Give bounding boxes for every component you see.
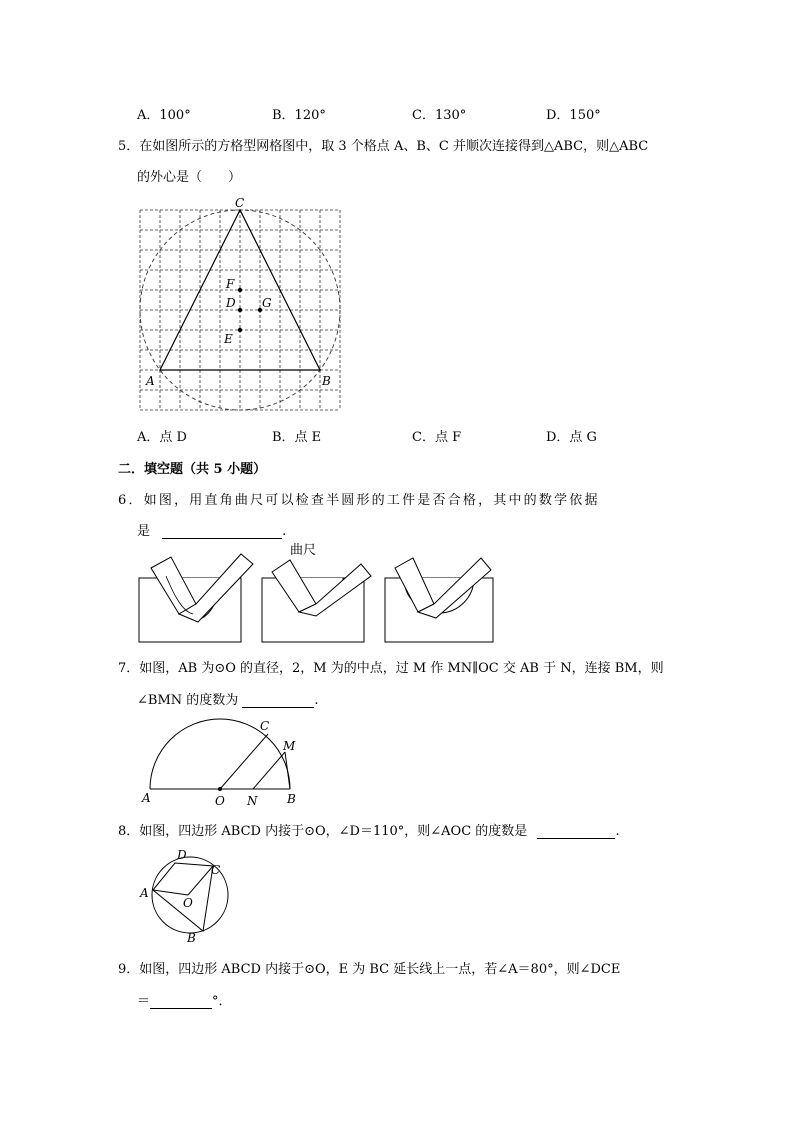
q5-question-line2: 的外心是（ ）: [137, 170, 242, 185]
label-b: B: [287, 792, 296, 806]
label-d: D: [177, 848, 187, 862]
center-o: [218, 787, 222, 791]
q8-prefix: 8．如图，四边形 ABCD 内接于⊙O，∠D＝110°，则∠AOC 的度数是: [118, 824, 528, 839]
q9-question-line1: 9．如图，四边形 ABCD 内接于⊙O，E 为 BC 延长线上一点，若∠A＝80°，则∠DCE: [118, 962, 621, 977]
q5-grid-figure: [130, 195, 350, 415]
q7-question-line1: 7．如图，AB 为⊙O 的直径，2，M 为的中点，过 M 作 MN∥OC 交 AB 于 N，连接 BM，则: [118, 661, 664, 676]
label-c: C: [211, 863, 221, 877]
section-title: 二．填空题（共 5 小题）: [118, 462, 267, 477]
q5-option-a: A．点 D: [137, 430, 187, 445]
label-g: G: [262, 296, 272, 310]
label-a: A: [146, 374, 155, 388]
q7-semicircle-figure: [138, 712, 308, 808]
label-c: C: [235, 196, 245, 210]
q4-option-a: A．100°: [137, 108, 191, 123]
q7-suffix: .: [314, 693, 319, 708]
label-c: C: [260, 719, 270, 733]
point-d: [238, 308, 242, 312]
segment-mn: [253, 752, 285, 789]
label-f: F: [226, 277, 235, 291]
q4-option-b: B．120°: [272, 108, 326, 123]
label-o: O: [215, 794, 225, 808]
label-m: M: [283, 739, 296, 753]
ruler-label: 曲尺: [290, 543, 317, 558]
label-n: N: [247, 794, 258, 808]
segment-bm: [285, 752, 290, 789]
q6-question-line2: [137, 520, 286, 539]
label-d: D: [226, 296, 236, 310]
q6-suffix: .: [282, 524, 287, 539]
panel-2: [262, 543, 371, 642]
q8-answer-blank[interactable]: [537, 824, 615, 839]
q4-option-c: C．130°: [412, 108, 467, 123]
q5-question-line1: 5．在如图所示的方格型网格图中，取 3 个格点 A、B、C 并顺次连接得到△ABC，则△ABC: [118, 139, 649, 154]
q9-answer-blank[interactable]: [150, 994, 212, 1009]
point-e: [238, 328, 242, 332]
q7-answer-blank[interactable]: [242, 693, 314, 708]
q8-suffix: .: [615, 824, 620, 839]
q6-question-line1: 6．如图，用直角曲尺可以检查半圆形的工件是否合格，其中的数学依据: [118, 493, 600, 508]
q6-prefix: 是: [137, 524, 151, 539]
q5-option-d: D．点 G: [546, 430, 597, 445]
q4-option-d: D．150°: [546, 108, 601, 123]
q9-question-line2: [137, 990, 232, 1009]
q9-suffix: °．: [212, 994, 232, 1009]
label-a: A: [140, 886, 149, 900]
label-b: B: [187, 931, 196, 945]
q9-prefix: ＝: [137, 994, 151, 1009]
q8-question-line1: [118, 820, 620, 839]
label-b: B: [322, 374, 331, 388]
q7-prefix: ∠BMN 的度数为: [137, 693, 239, 708]
q5-option-b: B．点 E: [272, 430, 322, 445]
q6-ruler-figure: [136, 540, 496, 646]
segment-oc: [220, 734, 268, 789]
label-a: A: [142, 791, 151, 805]
label-e: E: [224, 332, 233, 346]
q6-answer-blank[interactable]: [162, 524, 282, 539]
q7-question-line2: [137, 689, 319, 708]
point-f: [238, 288, 242, 292]
label-o: O: [183, 896, 193, 910]
panel-1: [139, 554, 253, 642]
q8-cyclic-quad-figure: [135, 845, 255, 945]
panel-3: [385, 558, 493, 642]
q5-option-c: C．点 F: [412, 430, 462, 445]
